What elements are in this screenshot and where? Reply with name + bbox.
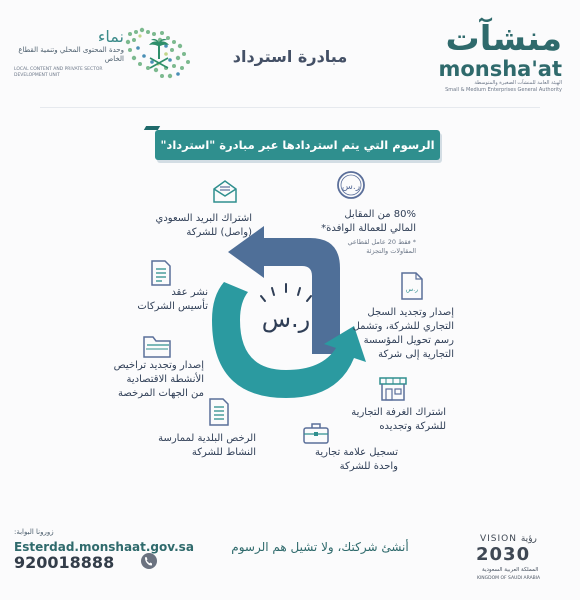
portal-label: زورونا البوابة: <box>14 528 54 536</box>
phone-number[interactable]: 920018888 <box>14 553 115 572</box>
monshaat-logo-subtitle-en: Small & Medium Enterprises General Authority <box>445 87 562 93</box>
fees-banner <box>155 130 440 160</box>
riyal-coin-icon <box>336 170 366 200</box>
monshaat-logo-subtitle-ar: الهيئة العامة للمنشآت الصغيرة والمتوسطة <box>474 80 562 86</box>
folder-icon <box>142 333 172 359</box>
storefront-icon <box>378 376 408 402</box>
item-saudi-post-text: اشتراك البريد السعودي (واصل) للشركة <box>155 213 252 238</box>
municipal-document-icon <box>208 398 230 426</box>
header-divider <box>40 107 540 108</box>
namaa-logo <box>14 24 199 99</box>
page-title: مبادرة استرداد <box>232 47 348 66</box>
item-company-contract <box>70 258 208 318</box>
vision-2030-country-en: KINGDOM OF SAUDI ARABIA <box>477 576 541 581</box>
item-commercial-register-text: إصدار وتجديد السجل التجاري للشركة، وتشمل رسم تحويل المؤسسة التجارية إلى شركة <box>352 307 454 360</box>
riyal-currency-symbol: ر.س <box>261 305 311 333</box>
namaa-logo-title: نماء <box>97 27 124 46</box>
monshaat-logo <box>402 20 562 105</box>
slogan: أنشئ شركتك، ولا تشيل هم الرسوم <box>231 540 409 554</box>
item-trademark <box>270 422 400 482</box>
phone-icon <box>141 553 157 569</box>
item-economic-licenses-text: إصدار وتجديد تراخيص الأنشطة الاقتصادية من الجهات المرخصة <box>113 360 204 399</box>
document-icon <box>150 260 172 286</box>
namaa-logo-subtitle-en: LOCAL CONTENT AND PRIVATE SECTOR DEVELOPMENT UNIT <box>14 67 103 78</box>
svg-text:ر.س: ر.س <box>405 286 419 293</box>
item-saudi-post <box>120 178 260 248</box>
vision-2030-logo <box>452 534 562 590</box>
namaa-logo-subtitle-ar: وحدة المحتوى المحلي وتنمية القطاع الخاص <box>18 46 124 63</box>
item-chamber-of-commerce-text: اشتراك الغرفة التجارية للشركة وتجديده <box>351 407 446 432</box>
portal-url-link[interactable]: Esterdad.monshaat.gov.sa <box>14 540 194 554</box>
namaa-logo-text <box>14 28 124 79</box>
item-municipal-licenses <box>150 398 280 464</box>
vision-2030-label: VISION رؤية <box>480 534 537 544</box>
item-municipal-licenses-text: الرخص البلدية لممارسة النشاط للشركة <box>158 433 256 458</box>
monshaat-logo-en: monsha'at <box>438 57 562 81</box>
envelope-icon <box>212 180 238 204</box>
header <box>0 0 580 105</box>
palm-emblem-icon <box>146 38 172 72</box>
vision-2030-year: 2030 <box>476 544 531 565</box>
monshaat-logo-ar: منشآت <box>445 19 562 59</box>
item-labor-fee-text: 80% من المقابل المالي للعمالة الوافدة* <box>321 209 416 234</box>
item-economic-licenses <box>40 333 210 403</box>
coin-rays <box>261 284 311 301</box>
item-labor-fee <box>306 170 436 275</box>
item-commercial-register <box>326 272 456 362</box>
item-trademark-text: تسجيل علامة تجارية واحدة للشركة <box>314 447 398 472</box>
register-document-icon <box>400 272 424 300</box>
item-company-contract-text: نشر عقد تأسيس الشركات <box>137 287 208 312</box>
svg-text:ر.س: ر.س <box>341 182 361 192</box>
briefcase-icon <box>302 422 330 444</box>
vision-2030-country-ar: المملكة العربية السعودية <box>482 567 539 573</box>
item-labor-fee-note: * فقط 20 عامل لقطاعي المقاولات والتجزئة <box>347 238 416 255</box>
fees-banner-text: الرسوم التي يتم استردادها عبر مبادرة "استرداد" <box>160 138 435 152</box>
